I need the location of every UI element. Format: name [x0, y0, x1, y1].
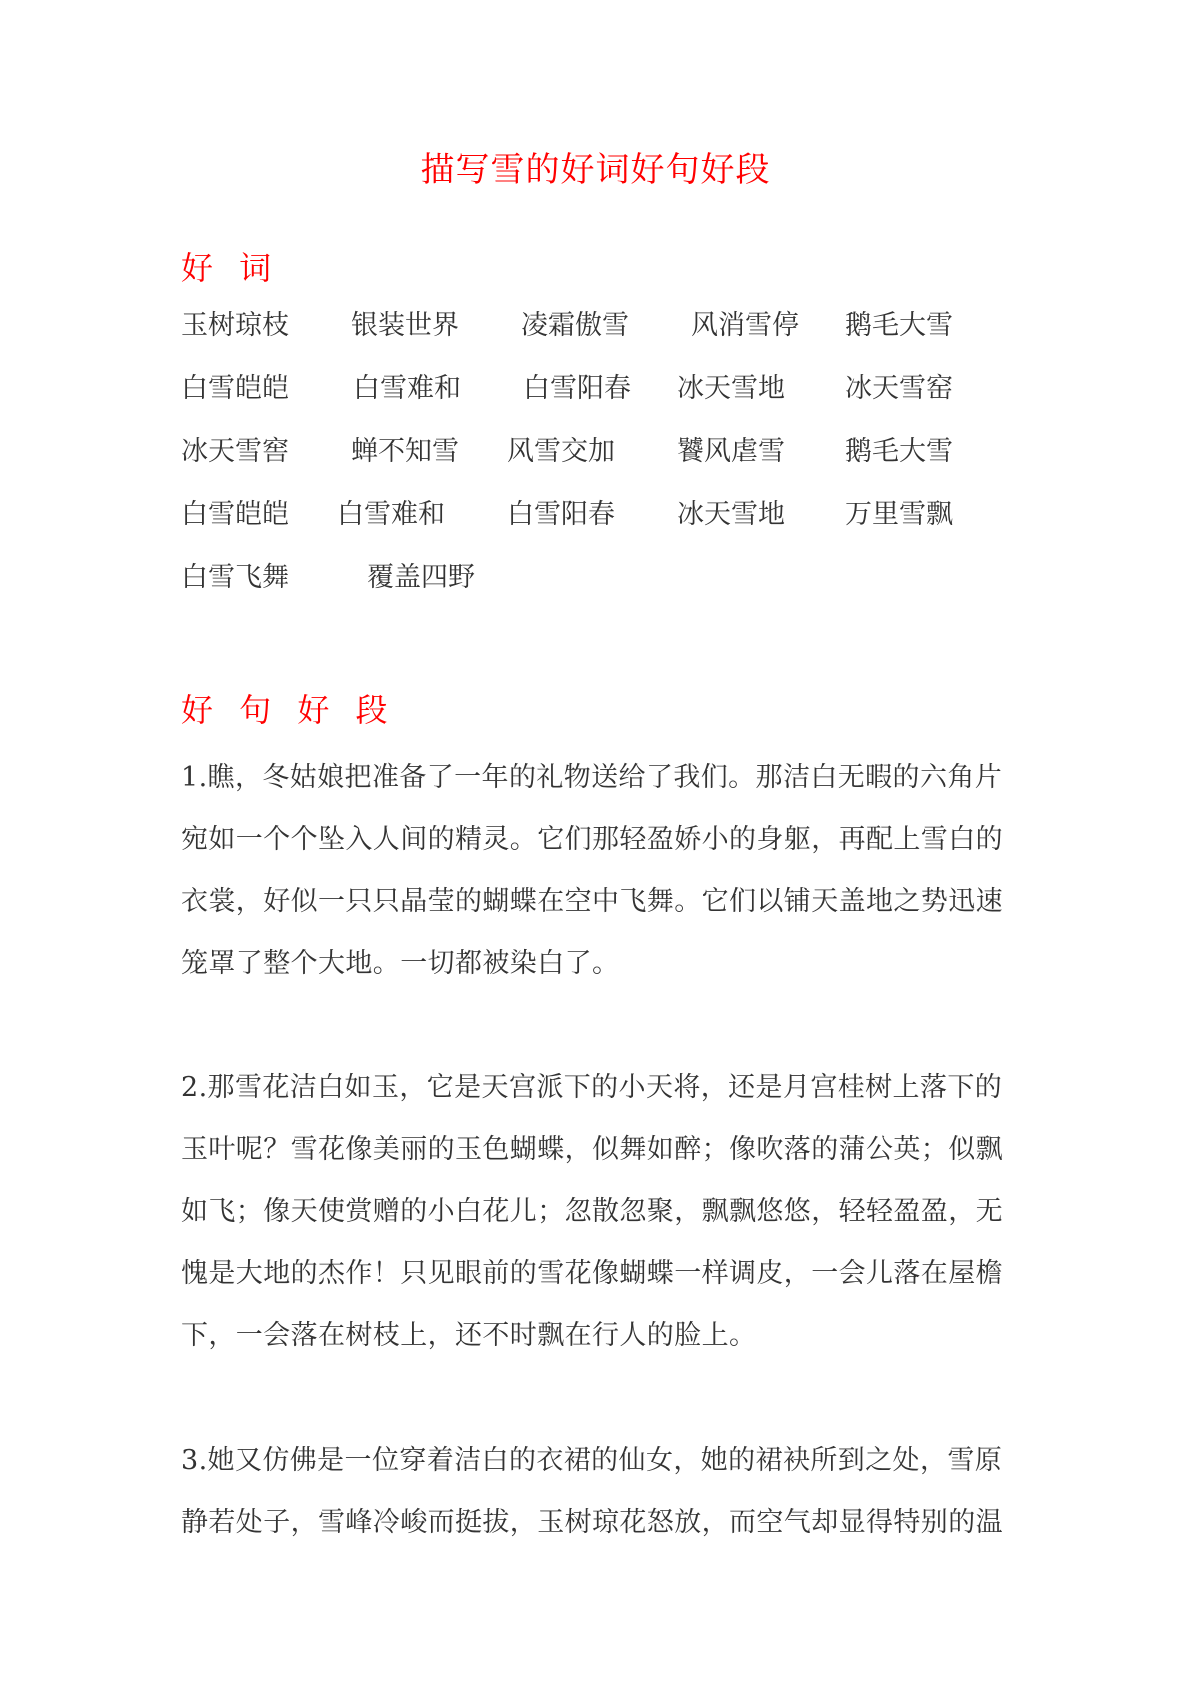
word-item: 白雪阳春 — [523, 373, 631, 404]
passage-3 — [181, 1430, 1021, 1554]
word-item: 风雪交加 — [507, 436, 615, 467]
word-item: 白雪阳春 — [507, 499, 615, 530]
document-title: 描写雪的好词好句好段 — [420, 150, 771, 190]
passage-line: 笼罩了整个大地。一切都被染白了。 — [181, 948, 620, 979]
word-item: 鹅毛大雪 — [845, 436, 953, 467]
word-item: 饕风虐雪 — [677, 436, 785, 467]
word-item: 风消雪停 — [691, 310, 799, 341]
section-heading-good-words: 好 词 — [181, 249, 280, 287]
word-item: 玉树琼枝 — [181, 310, 289, 341]
passage-line: 愧是大地的杰作！只见眼前的雪花像蝴蝶一样调皮，一会儿落在屋檐 — [181, 1258, 1003, 1289]
word-item: 覆盖四野 — [367, 562, 475, 593]
word-row — [181, 560, 1041, 623]
word-row — [181, 434, 1041, 497]
word-row — [181, 497, 1041, 560]
word-item: 万里雪飘 — [845, 499, 953, 530]
passage-line: 3.她又仿佛是一位穿着洁白的衣裙的仙女，她的裙袂所到之处，雪原 — [181, 1445, 1003, 1476]
good-words-grid — [181, 308, 1041, 623]
word-item: 冰天雪地 — [677, 373, 785, 404]
word-item: 银装世界 — [351, 310, 459, 341]
word-item: 白雪飞舞 — [181, 562, 289, 593]
passage-line: 2.那雪花洁白如玉，它是天宫派下的小天将，还是月宫桂树上落下的 — [181, 1072, 1003, 1103]
word-item: 白雪皑皑 — [181, 499, 289, 530]
word-item: 鹅毛大雪 — [845, 310, 953, 341]
passage-line: 1.瞧，冬姑娘把准备了一年的礼物送给了我们。那洁白无暇的六角片 — [181, 762, 1003, 793]
passage-1 — [181, 747, 1021, 995]
word-row — [181, 308, 1041, 371]
passage-line: 宛如一个个坠入人间的精灵。它们那轻盈娇小的身躯，再配上雪白的 — [181, 824, 1003, 855]
passage-2 — [181, 1057, 1021, 1367]
passage-line: 如飞；像天使赏赠的小白花儿；忽散忽聚，飘飘悠悠，轻轻盈盈，无 — [181, 1196, 1003, 1227]
word-item: 凌霜傲雪 — [521, 310, 629, 341]
word-item: 冰天雪地 — [677, 499, 785, 530]
word-item: 冰天雪窑 — [845, 373, 953, 404]
word-item: 白雪难和 — [353, 373, 461, 404]
passage-line: 静若处子，雪峰冷峻而挺拔，玉树琼花怒放，而空气却显得特别的温 — [181, 1507, 1003, 1538]
section-heading-good-sentences: 好 句 好 段 — [181, 691, 396, 729]
passage-line: 衣裳，好似一只只晶莹的蝴蝶在空中飞舞。它们以铺天盖地之势迅速 — [181, 886, 1003, 917]
word-item: 白雪难和 — [337, 499, 445, 530]
word-item: 白雪皑皑 — [181, 373, 289, 404]
word-row — [181, 371, 1041, 434]
passage-line: 玉叶呢？雪花像美丽的玉色蝴蝶，似舞如醉；像吹落的蒲公英；似飘 — [181, 1134, 1003, 1165]
word-item: 冰天雪窖 — [181, 436, 289, 467]
word-item: 蝉不知雪 — [351, 436, 459, 467]
passage-line: 下，一会落在树枝上，还不时飘在行人的脸上。 — [181, 1320, 757, 1351]
